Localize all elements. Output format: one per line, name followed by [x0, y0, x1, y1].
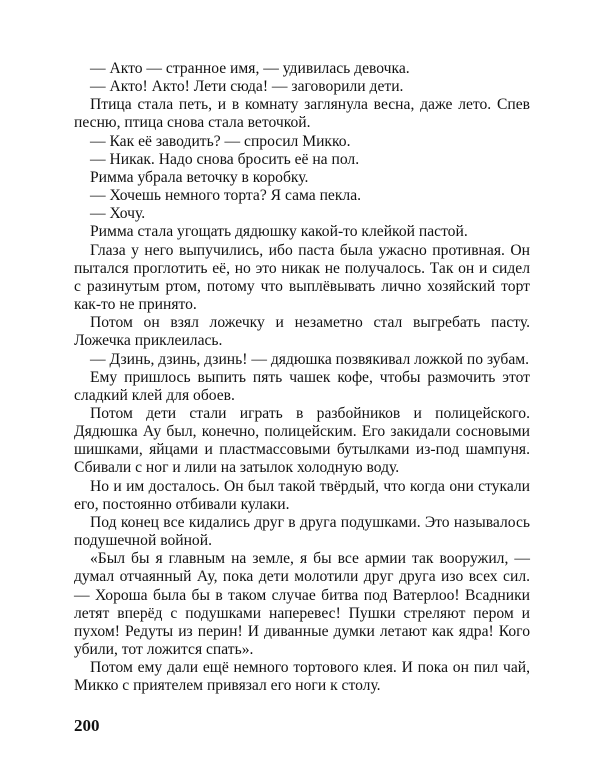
paragraph: Птица стала петь, и в комнату заглянула весна, даже лето. Спев песню, птица снова стала веточкой. [74, 96, 530, 132]
paragraph: — Акто! Акто! Лети сюда! — заговорили дети. [90, 78, 404, 96]
paragraph: Римма стала угощать дядюшку какой-то клейкой пастой. [90, 223, 468, 241]
paragraph: — Дзинь, дзинь, дзинь! — дядюшка позвякивал ложкой по зубам. [90, 350, 530, 368]
paragraph: Потом дети стали играть в разбойников и полицейского. Дядюшка Ау был, конечно, полицейским. Его закидали сосновыми шишками, яйцами и пластмассовыми бутылками из-под шампуня. Сбивали с ног и лили на затылок холодную воду. [74, 404, 530, 477]
page-number: 200 [74, 716, 100, 735]
paragraph: «Был бы я главным на земле, я бы все армии так вооружил, — думал отчаянный Ау, пока дети молотили друг друга изо всех сил. — Хороша была бы в таком случае битва под Ватерлоо! Всадники летят вперёд с подушками наперевес! Пушки стреляют пером и пухом! Редуты из перин! И диванные думки летают как ядра! Кого убили, тот ложится спать». [74, 550, 530, 658]
paragraph: Под конец все кидались друг в друга подушками. Это называлось подушечной войной. [74, 513, 530, 550]
paragraph: Потом ему дали ещё немного тортового клея. И пока он пил чай, Микко с приятелем привязал его ноги к столу. [74, 659, 530, 695]
body-text [74, 60, 530, 695]
paragraph: — Как её заводить? — спросил Микко. [90, 132, 351, 150]
paragraph: Римма убрала веточку в коробку. [90, 168, 309, 186]
paragraph: — Хочешь немного торта? Я сама пекла. [90, 187, 362, 205]
paragraph: Ему пришлось выпить пять чашек кофе, чтобы размочить этот сладкий клей для обоев. [74, 368, 530, 404]
paragraph: Но и им досталось. Он был такой твёрдый, что когда они стукали его, постоянно отбивали кулаки. [74, 477, 530, 513]
paragraph: — Акто — странное имя, — удивилась девочка. [90, 60, 410, 77]
paragraph: Потом он взял ложечку и незаметно стал выгребать пасту. Ложечка приклеилась. [74, 314, 530, 350]
paragraph: — Хочу. [90, 205, 146, 223]
paragraph: Глаза у него выпучились, ибо паста была ужасно противная. Он пытался проглотить её, но это никак не получалось. Так он и сидел с разинутым ртом, потому что выплёвывать лично хозяйский торт как-то не принято. [74, 241, 530, 314]
paragraph: — Никак. Надо снова бросить её на пол. [90, 150, 360, 168]
